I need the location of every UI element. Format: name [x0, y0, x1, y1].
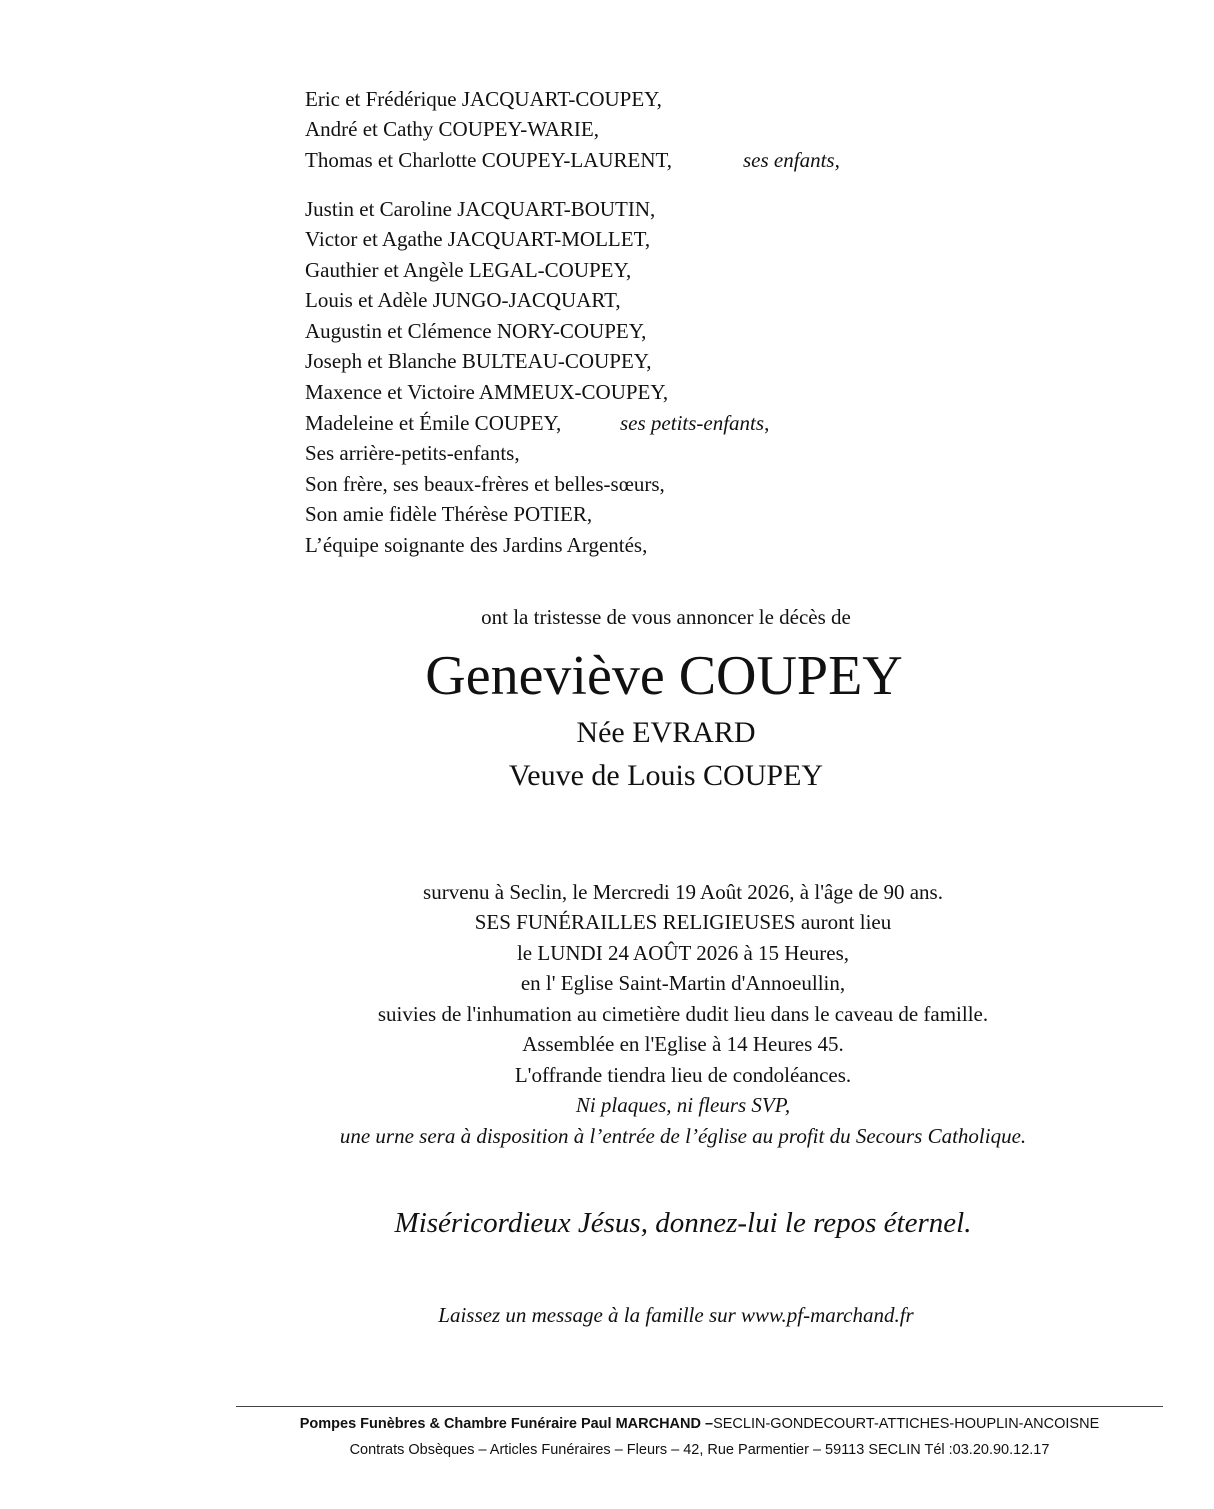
family-line-others-3: Son amie fidèle Thérèse POTIER, — [305, 502, 593, 526]
family-line-others-2: Son frère, ses beaux-frères et belles-sœurs, — [305, 472, 665, 496]
announcement-intro: ont la tristesse de vous annoncer le décès de — [481, 605, 851, 629]
family-line-grandchildren-4: Louis et Adèle JUNGO-JACQUART, — [305, 288, 621, 312]
prayer: Miséricordieux Jésus, donnez-lui le repos éternel. — [394, 1207, 972, 1239]
deceased-name: Geneviève COUPEY — [425, 645, 903, 707]
detail-line-1: survenu à Seclin, le Mercredi 19 Août 2026, à l'âge de 90 ans. — [423, 880, 943, 904]
family-line-grandchildren-6: Joseph et Blanche BULTEAU-COUPEY, — [305, 349, 652, 373]
family-line-grandchildren-5: Augustin et Clémence NORY-COUPEY, — [305, 319, 647, 343]
grandchildren-role-suffix: , — [764, 411, 770, 435]
family-line-grandchildren-1: Justin et Caroline JACQUART-BOUTIN, — [305, 197, 656, 221]
widow-of: Veuve de Louis COUPEY — [508, 759, 824, 792]
condolence-message: Laissez un message à la famille sur www.pf-marchand.fr — [438, 1303, 914, 1327]
detail-italic-line-1: Ni plaques, ni fleurs SVP, — [575, 1093, 791, 1117]
family-line-others-1: Ses arrière-petits-enfants, — [305, 441, 520, 465]
family-line-grandchildren-2: Victor et Agathe JACQUART-MOLLET, — [305, 227, 651, 251]
maiden-name: Née EVRARD — [576, 716, 756, 749]
detail-line-3: le LUNDI 24 AOÛT 2026 à 15 Heures, — [516, 941, 850, 965]
family-line-grandchildren-8: Madeleine et Émile COUPEY, — [305, 411, 562, 435]
detail-line-7: L'offrande tiendra lieu de condoléances. — [514, 1063, 852, 1087]
grandchildren-role-wrap — [620, 408, 769, 438]
detail-line-4: en l' Eglise Saint-Martin d'Annoeullin, — [520, 971, 846, 995]
detail-italic-line-2: une urne sera à disposition à l’entrée de l’église au profit du Secours Catholique. — [339, 1124, 1027, 1148]
detail-line-5: suivies de l'inhumation au cimetière dudit lieu dans le caveau de famille. — [377, 1002, 989, 1026]
family-line-children-2: André et Cathy COUPEY-WARIE, — [305, 117, 599, 141]
family-line-grandchildren-7: Maxence et Victoire AMMEUX-COUPEY, — [305, 380, 669, 404]
family-line-grandchildren-3: Gauthier et Angèle LEGAL-COUPEY, — [305, 258, 632, 282]
family-line-children-1: Eric et Frédérique JACQUART-COUPEY, — [305, 87, 662, 111]
detail-line-2: SES FUNÉRAILLES RELIGIEUSES auront lieu — [474, 910, 892, 934]
children-role: ses enfants, — [743, 148, 840, 172]
detail-line-6: Assemblée en l'Eglise à 14 Heures 45. — [522, 1032, 844, 1056]
footer-locations: SECLIN-GONDECOURT-ATTICHES-HOUPLIN-ANCOISNE — [713, 1416, 1100, 1432]
family-line-children-3: Thomas et Charlotte COUPEY-LAURENT, — [305, 148, 673, 172]
footer-line-1 — [236, 1414, 1163, 1434]
footer-line-2: Contrats Obsèques – Articles Funéraires – Fleurs – 42, Rue Parmentier – 59113 SECLIN Tél :03.20.90.12.17 — [349, 1442, 1050, 1458]
footer-company: Pompes Funèbres & Chambre Funéraire Paul MARCHAND – — [299, 1416, 714, 1432]
footer-divider — [236, 1406, 1163, 1407]
grandchildren-role: ses petits-enfants — [620, 411, 765, 435]
family-line-others-4: L’équipe soignante des Jardins Argentés, — [305, 533, 648, 557]
